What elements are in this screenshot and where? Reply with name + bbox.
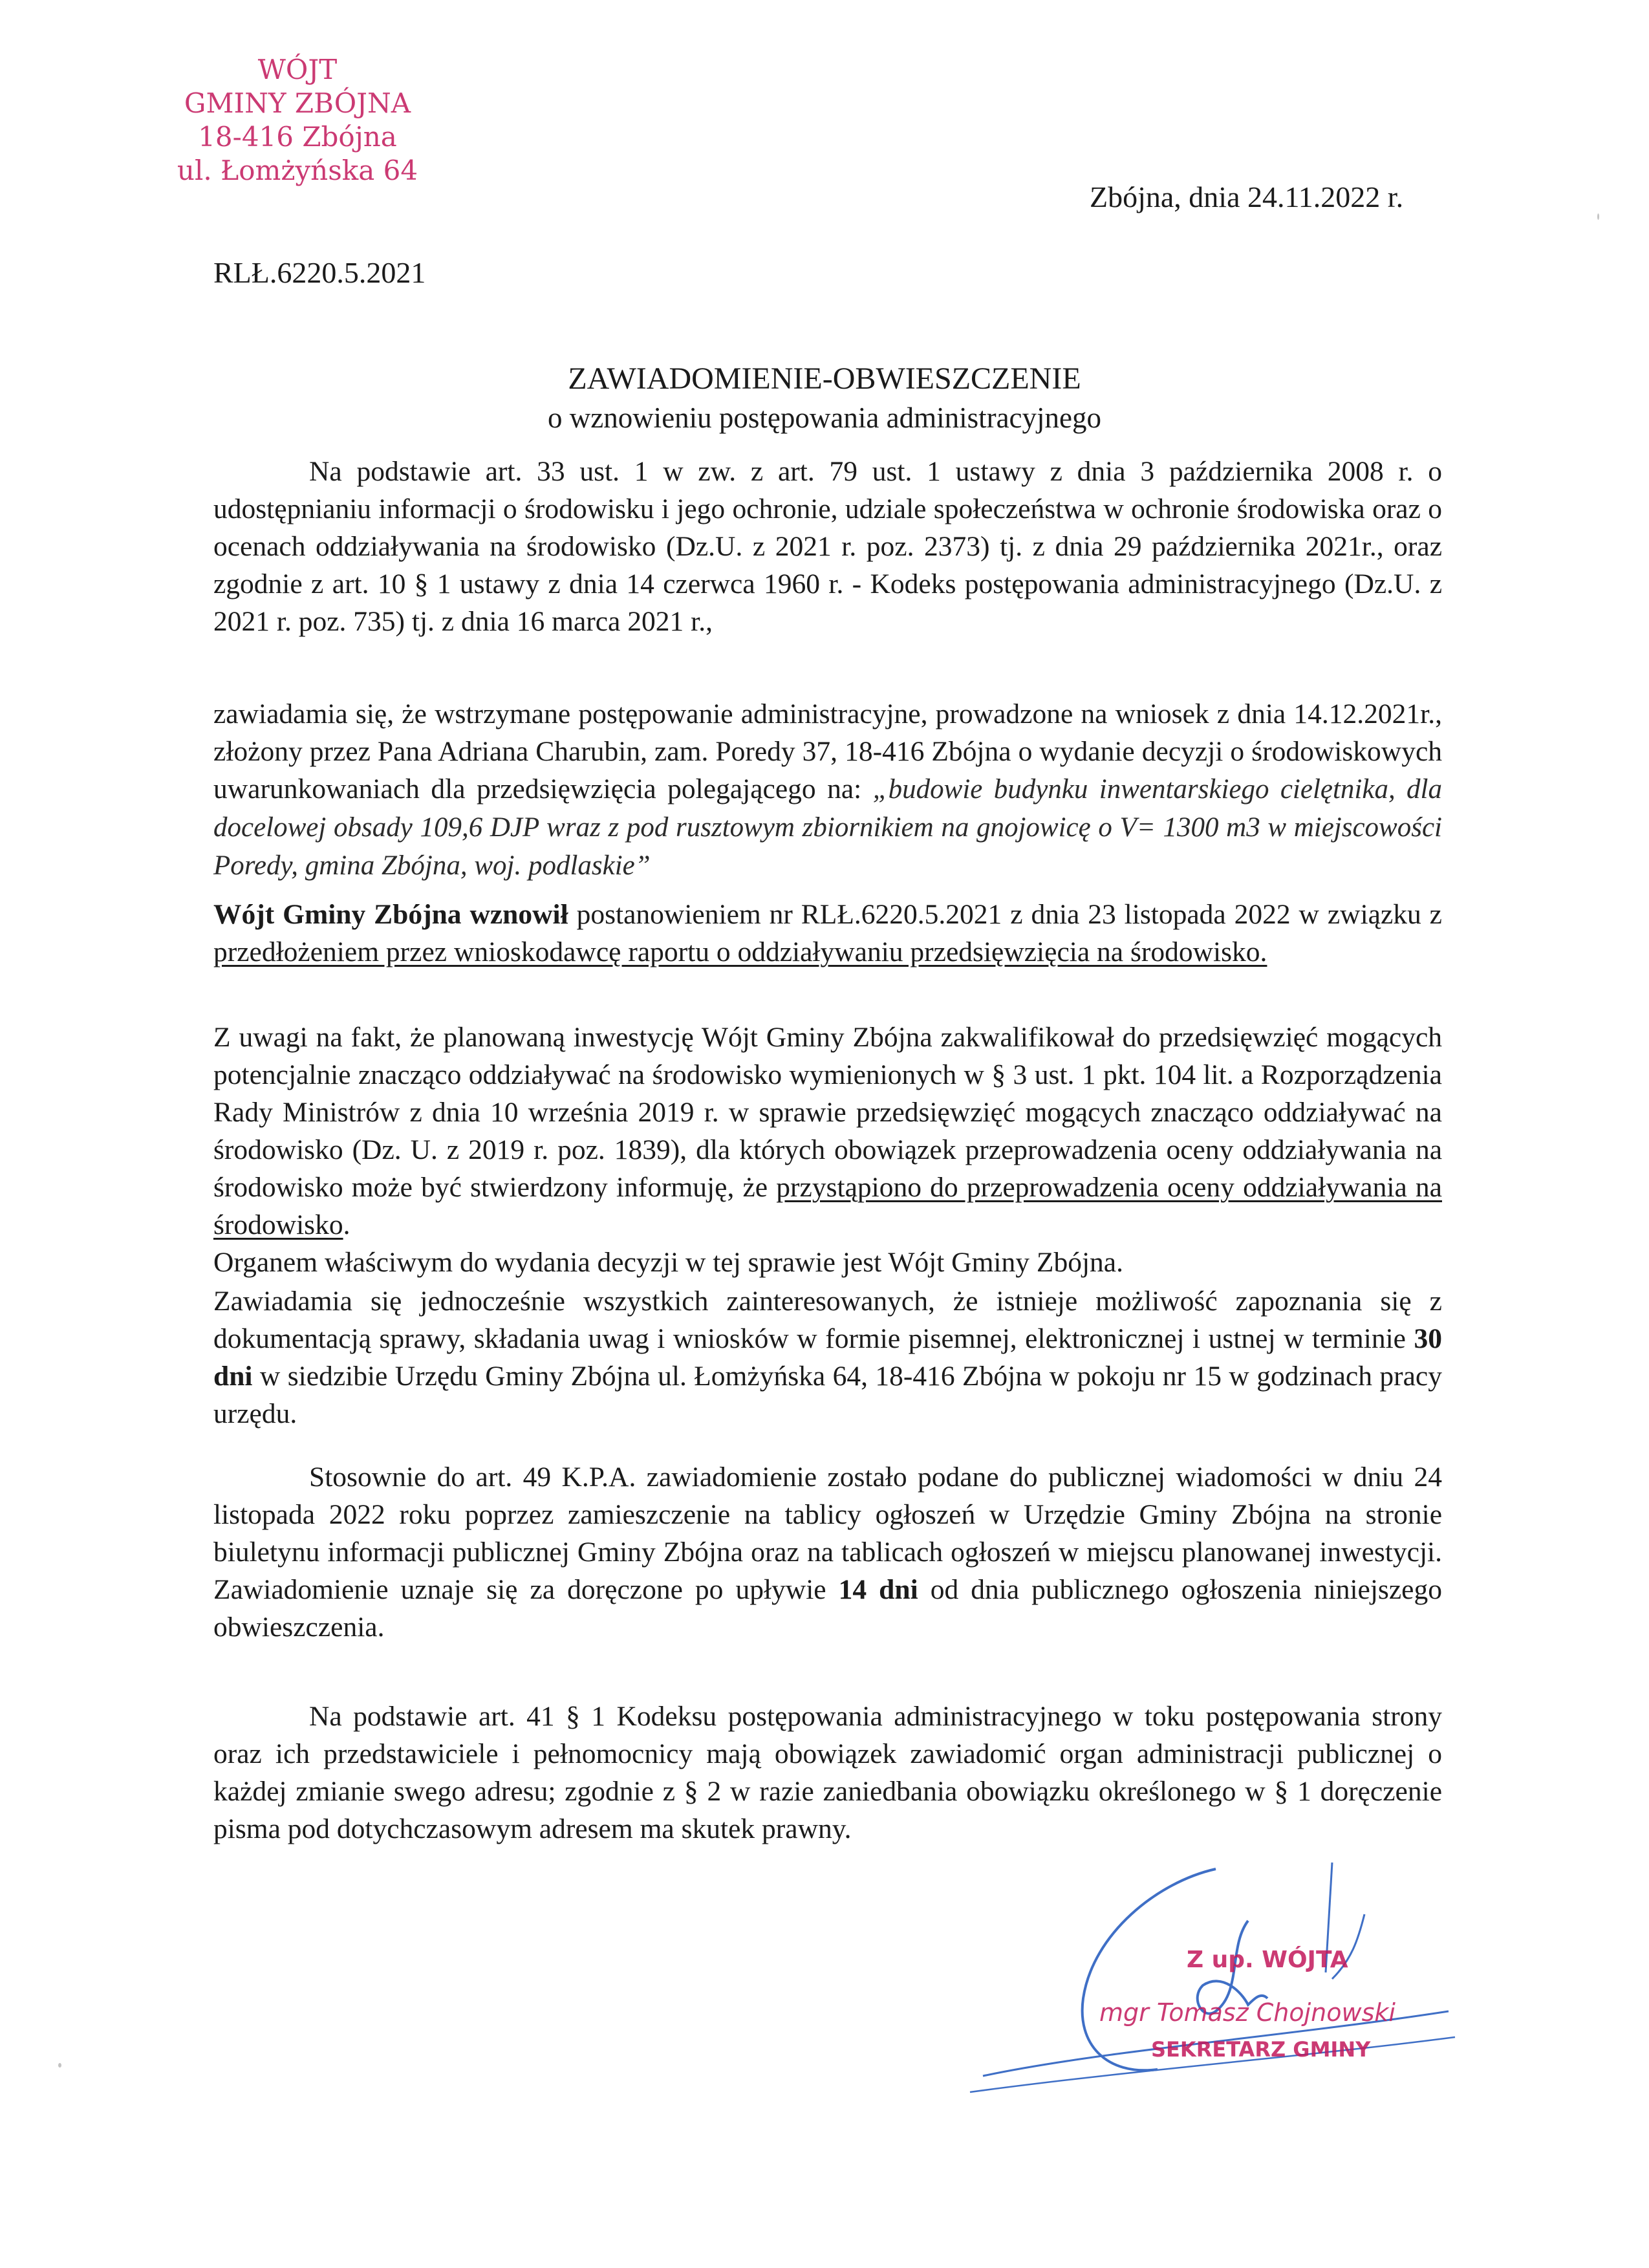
scan-speck [1597,213,1599,220]
consultation-period: 30 dni [213,1323,1442,1392]
publication-end: od dnia publicznego ogłoszenia niniejszego obwieszczenia. [213,1574,1442,1643]
publication-period: 14 dni [838,1574,918,1605]
assessment-end: . [343,1209,350,1240]
paragraph-consultation [213,1282,1442,1432]
resumption-underlined: przedłożeniem przez wnioskodawcę raportu o oddziaływaniu przedsięwzięcia na środowisko. [213,936,1267,967]
stamp-line: Z up. WÓJTA [1187,1947,1348,1973]
assessment-underlined: przystąpiono do przeprowadzenia oceny oddziaływania na środowisko [213,1172,1442,1240]
document-subtitle: o wznowieniu postępowania administracyjnego [547,402,1102,434]
paragraph-assessment [213,1019,1442,1244]
resumption-text: postanowieniem nr RLŁ.6220.5.2021 z dnia 23 listopada 2022 w związku z [568,899,1442,930]
office-stamp [162,53,433,188]
signature-stamp [1093,1934,1455,2102]
scan-speck [58,2063,61,2068]
assessment-text: Z uwagi na fakt, że planowaną inwestycję Wójt Gminy Zbójna zakwalifikował do przedsięwzięć mogących potencjalnie znacząco oddziaływać na środowisko wymienionych w § 3 ust. 1 pkt. 104 lit. a Rozporządzenia Rady Ministrów z dnia 10 września 2019 r. w sprawie przedsięwzięć mogących znacząco oddziaływać na środowisko (Dz. U. z 2019 r. poz. 1839), dla których obowiązek przeprowadzenia oceny oddziaływania na środowisko może być stwierdzony informuję, że [213,1022,1442,1203]
publication-text: Stosownie do art. 49 K.P.A. zawiadomienie zostało podane do publicznej wiadomości w dniu 24 listopada 2022 roku poprzez zamieszczenie na tablicy ogłoszeń w Urzędzie Gminy Zbójna na stronie biuletynu informacji publicznej Gminy Zbójna oraz na tablicach ogłoszeń w miejscu planowanej inwestycji. Zawiadomienie uznaje się za doręczone po upływie [213,1462,1442,1605]
case-reference: RLŁ.6220.5.2021 [213,256,426,289]
paragraph-authority: Organem właściwym do wydania decyzji w tej sprawie jest Wójt Gminy Zbójna. [213,1247,1123,1278]
stamp-line: GMINY ZBÓJNA [184,87,411,119]
stamp-line: ul. Łomżyńska 64 [177,155,418,186]
document-date: Zbójna, dnia 24.11.2022 r. [1090,180,1404,213]
consultation-end: w siedzibie Urzędu Gminy Zbójna ul. Łomżyńska 64, 18-416 Zbójna w pokoju nr 15 w godzinach pracy urzędu. [213,1361,1442,1429]
stamp-line: SEKRETARZ GMINY [1151,2037,1371,2062]
stamp-line: 18-416 Zbójna [198,121,397,153]
paragraph-address-change: Na podstawie art. 41 § 1 Kodeksu postępowania administracyjnego w toku postępowania strony oraz ich przedstawiciele i pełnomocnicy mają obowiązek zawiadomić organ administracji publicznej o każdej zmianie swego adresu; zgodnie z § 2 w razie zaniedbania obowiązku określonego w § 1 doręczenie pisma pod dotychczasowym adresem ma skutek prawny. [213,1701,1442,1844]
stamp-line: mgr Tomasz Chojnowski [1099,1998,1396,2027]
paragraph-notice [213,695,1442,885]
notice-text: zawiadamia się, że wstrzymane postępowanie administracyjne, prowadzone na wniosek z dnia 14.12.2021r., złożony przez Pana Adriana Charubin, zam. Poredy 37, 18-416 Zbójna o wydanie decyzji o środowiskowych uwarunkowaniach dla przedsięwzięcia polegającego na: [213,698,1442,805]
paragraph-resumption [213,896,1442,971]
project-description: „budowie budynku inwentarskiego cielętnika, dla docelowej obsady 109,6 DJP wraz z pod rusztowym zbiornikiem na gnojowicę o V= 1300 m3 w miejscowości Poredy, gmina Zbójna, woj. podlaskie” [213,774,1443,881]
stamp-line: WÓJT [257,54,338,85]
consultation-text: Zawiadamia się jednocześnie wszystkich zainteresowanych, że istnieje możliwość zapoznania się z dokumentacją sprawy, składania uwag i wniosków w formie pisemnej, elektronicznej i ustnej w terminie [213,1286,1442,1354]
paragraph-legal-basis: Na podstawie art. 33 ust. 1 w zw. z art. 79 ust. 1 ustawy z dnia 3 października 2008 r. o udostępnianiu informacji o środowisku i jego ochronie, udziale społeczeństwa w ochronie środowiska oraz o ocenach oddziaływania na środowisko (Dz.U. z 2021 r. poz. 2373) tj. z dnia 29 października 2021r., oraz zgodnie z art. 10 § 1 ustawy z dnia 14 czerwca 1960 r. - Kodeks postępowania administracyjnego (Dz.U. z 2021 r. poz. 735) tj. z dnia 16 marca 2021 r., [213,456,1442,637]
resumption-lead: Wójt Gminy Zbójna wznowił [213,899,568,930]
document-title: ZAWIADOMIENIE-OBWIESZCZENIE [568,362,1081,396]
paragraph-publication [213,1458,1442,1646]
